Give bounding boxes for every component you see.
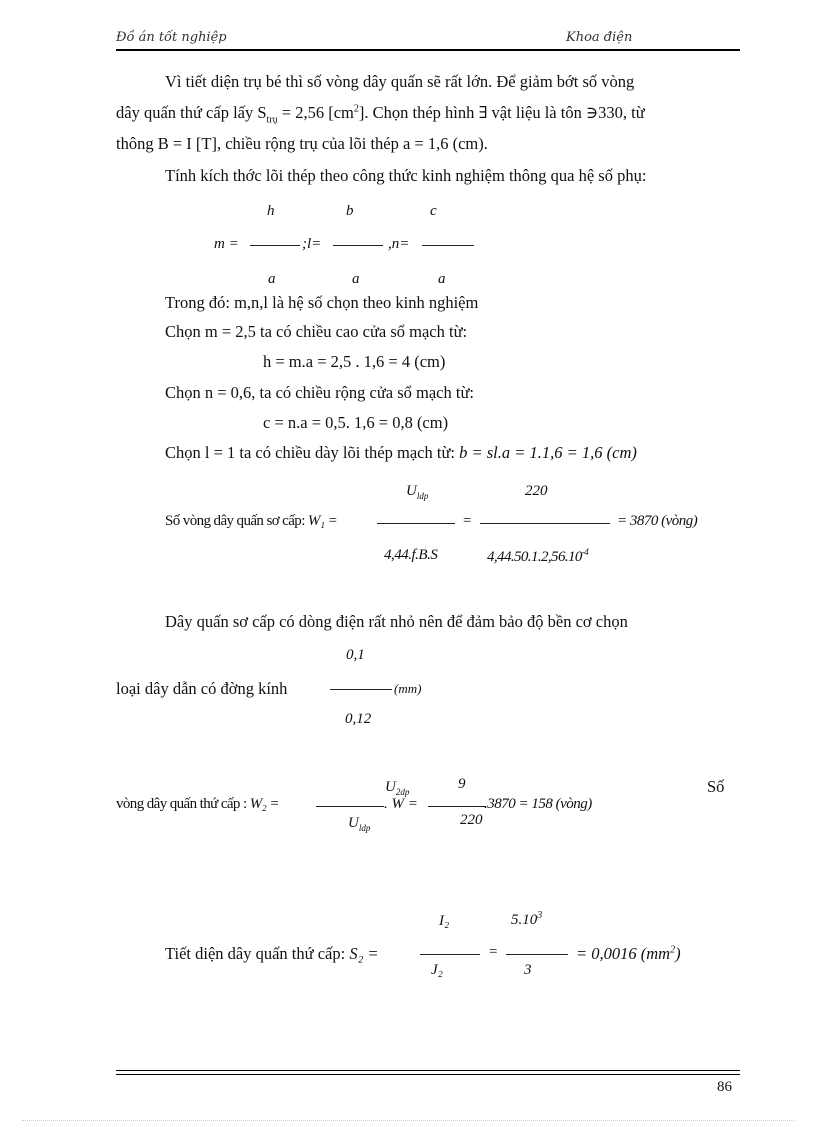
- formula-result: .3870 = 158 (vòng): [484, 796, 592, 812]
- formula-denominator: a: [438, 271, 446, 287]
- formula-numerator: 220: [525, 483, 548, 499]
- superscript: 3: [537, 910, 543, 921]
- text-run: Số: [707, 777, 725, 796]
- equals-sign: =: [488, 944, 499, 960]
- formula-result: = 3870 (vòng): [617, 513, 698, 529]
- formula-numerator: h: [267, 203, 275, 219]
- formula-denominator: [487, 547, 588, 566]
- formula-numerator: [406, 483, 428, 501]
- paragraph-line: [116, 103, 645, 125]
- subscript: ldp: [416, 491, 429, 501]
- fraction-bar: [316, 806, 384, 807]
- w1-label: [165, 513, 337, 530]
- text-line: Chọn n = 0,6, ta có chiều rộng cửa sổ mạch từ:: [165, 383, 474, 402]
- formula-denominator: a: [352, 271, 360, 287]
- equals-sign: =: [462, 513, 473, 529]
- header-left-title: Đồ án tốt nghiệp: [116, 30, 227, 45]
- subscript: ldp: [358, 823, 371, 833]
- formula-denominator: a: [268, 271, 276, 287]
- formula-variable: S₂ =: [349, 944, 379, 963]
- text-run: U: [348, 815, 359, 831]
- formula-variable: W₂ =: [249, 796, 279, 812]
- fraction-bar: [422, 245, 474, 246]
- s2-label: [165, 944, 379, 964]
- formula-variable: ;l=: [302, 236, 322, 252]
- text-run: Tiết diện dây quấn thứ cấp:: [165, 944, 350, 963]
- page-edge: [22, 1120, 794, 1121]
- formula-numerator: I₂: [439, 913, 450, 929]
- equation-line: c = n.a = 0,5. 1,6 = 0,8 (cm): [263, 413, 449, 432]
- footer-rule: [116, 1074, 740, 1075]
- unit-label: (mm): [394, 681, 422, 696]
- w2-label: [116, 796, 279, 813]
- formula-numerator: c: [430, 203, 437, 219]
- formula-result: [576, 944, 681, 964]
- superscript: 2: [670, 944, 676, 956]
- superscript: 2: [353, 103, 359, 115]
- text-run: U: [385, 779, 396, 795]
- formula-variable: ,n=: [388, 236, 410, 252]
- formula-numerator: [511, 910, 542, 929]
- paragraph-line: thông B = I [T], chiều rộng trụ của lõi thép a = 1,6 (cm).: [116, 134, 488, 153]
- text-line: Chọn m = 2,5 ta có chiều cao cửa sổ mạch từ:: [165, 322, 468, 341]
- equation-line: h = m.a = 2,5 . 1,6 = 4 (cm): [263, 352, 446, 371]
- formula-numerator: [385, 779, 409, 797]
- formula-denominator: 3: [524, 962, 532, 978]
- formula-numerator: 9: [458, 776, 466, 792]
- fraction-bar: [333, 245, 383, 246]
- paragraph-line: Vì tiết diện trụ bé thì số vòng dây quấn sẽ rất lớn. Để giảm bớt số vòng: [165, 72, 635, 91]
- text-run: = 0,0016 (mm: [576, 944, 671, 963]
- formula-variable: W₁ =: [307, 513, 338, 529]
- text-run: Chọn l = 1 ta có chiều dày lõi thép mạch từ:: [165, 443, 460, 462]
- text-line: Dây quấn sơ cấp có dòng điện rất nhỏ nên để đảm bảo độ bền cơ chọn: [165, 612, 628, 631]
- text-run: = 2,56 [cm: [277, 103, 354, 122]
- subscript: 2dp: [395, 787, 410, 797]
- text-run: U: [406, 483, 417, 499]
- text-run: 4,44.50.1.2,56.10: [487, 549, 582, 565]
- text-run: vòng dây quấn thứ cấp :: [116, 796, 250, 812]
- formula-denominator: 0,12: [345, 711, 372, 727]
- fraction-bar: [330, 689, 392, 690]
- footer-rule: [116, 1070, 740, 1071]
- header-right-title: Khoa điện: [566, 30, 633, 45]
- fraction-bar: [506, 954, 568, 955]
- formula-numerator: b: [346, 203, 354, 219]
- text-run: 5.10: [511, 912, 538, 928]
- fraction-bar: [377, 523, 455, 524]
- text-line: loại dây dẫn có đờng kính: [116, 679, 288, 698]
- fraction-bar: [480, 523, 610, 524]
- formula-numerator: 0,1: [346, 647, 365, 663]
- equation-run: b = sl.a = 1.1,6 = 1,6 (cm): [459, 443, 637, 462]
- formula-denominator: 4,44.f.B.S: [384, 547, 438, 563]
- formula-variable: m =: [214, 236, 239, 252]
- fraction-bar: [428, 806, 486, 807]
- text-run: ]. Chọn thép hình ∃ vật liệu là tôn ∋330, từ: [358, 103, 645, 122]
- text-line: Trong đó: m,n,l là hệ số chọn theo kinh nghiệm: [165, 293, 479, 312]
- subscript: trụ: [266, 114, 278, 126]
- fraction-bar: [250, 245, 300, 246]
- formula-denominator: [348, 815, 370, 833]
- header-rule: [116, 49, 740, 51]
- formula-denominator: 220: [460, 812, 483, 828]
- paragraph-line: Tính kích thớc lõi thép theo công thức kinh nghiệm thông qua hệ số phụ:: [165, 166, 647, 185]
- text-run: ): [675, 944, 681, 963]
- superscript: -4: [581, 547, 589, 557]
- text-run: dây quấn thứ cấp lấy S: [116, 103, 267, 122]
- fraction-bar: [420, 954, 480, 955]
- formula-denominator: J₂: [431, 962, 443, 978]
- text-line: [165, 443, 637, 463]
- page-number: 86: [717, 1079, 732, 1095]
- formula-operator: . W =: [384, 796, 418, 812]
- text-run: Số vòng dây quấn sơ cấp:: [165, 513, 308, 529]
